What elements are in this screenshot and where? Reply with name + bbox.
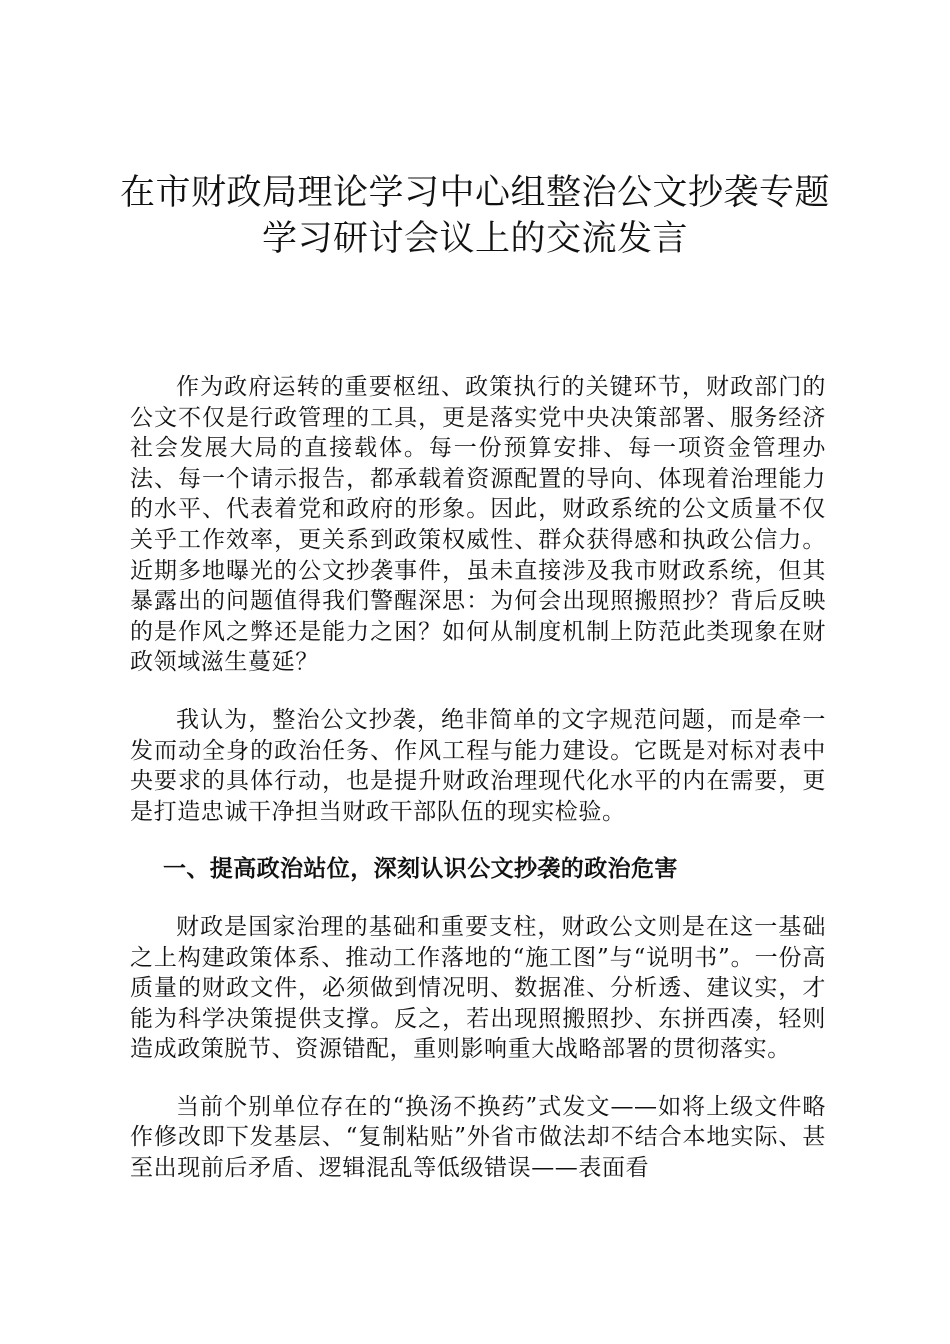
document-body	[130, 372, 826, 1184]
paragraph-2: 我认为，整治公文抄袭，绝非简单的文字规范问题，而是牵一发而动全身的政治任务、作风工程与能力建设。它既是对标对表中央要求的具体行动，也是提升财政治理现代化水平的内在需要，更是打造忠诚干净担当财政干部队伍的现实检验。	[130, 706, 826, 825]
section-1-heading: 一、提高政治站位，深刻认识公文抄袭的政治危害	[163, 855, 678, 883]
title-line-2: 学习研讨会议上的交流发言	[261, 219, 688, 259]
paragraph-3: 财政是国家治理的基础和重要支柱，财政公文则是在这一基础之上构建政策体系、推动工作落地的“施工图”与“说明书”。一份高质量的财政文件，必须做到情况明、数据准、分析透、建议实，才能为科学决策提供支撑。反之，若出现照搬照抄、东拼西凑，轻则造成政策脱节、资源错配，重则影响重大战略部署的贯彻落实。	[130, 913, 826, 1063]
paragraph-1: 作为政府运转的重要枢纽、政策执行的关键环节，财政部门的公文不仅是行政管理的工具，更是落实党中央决策部署、服务经济社会发展大局的直接载体。每一份预算安排、每一项资金管理办法、每一个请示报告，都承载着资源配置的导向、体现着治理能力的水平、代表着党和政府的形象。因此，财政系统的公文质量不仅关乎工作效率，更关系到政策权威性、群众获得感和执政公信力。近期多地曝光的公文抄袭事件，虽未直接涉及我市财政系统，但其暴露出的问题值得我们警醒深思：为何会出现照搬照抄？背后反映的是作风之弊还是能力之困？如何从制度机制上防范此类现象在财政领域滋生蔓延？	[130, 374, 826, 676]
title-line-1: 在市财政局理论学习中心组整治公文抄袭专题	[119, 173, 830, 213]
document-title	[100, 170, 850, 262]
paragraph-4: 当前个别单位存在的“换汤不换药”式发文——如将上级文件略作修改即下发基层、“复制粘贴”外省市做法却不结合本地实际、甚至出现前后矛盾、逻辑混乱等低级错误——表面看	[130, 1093, 826, 1182]
